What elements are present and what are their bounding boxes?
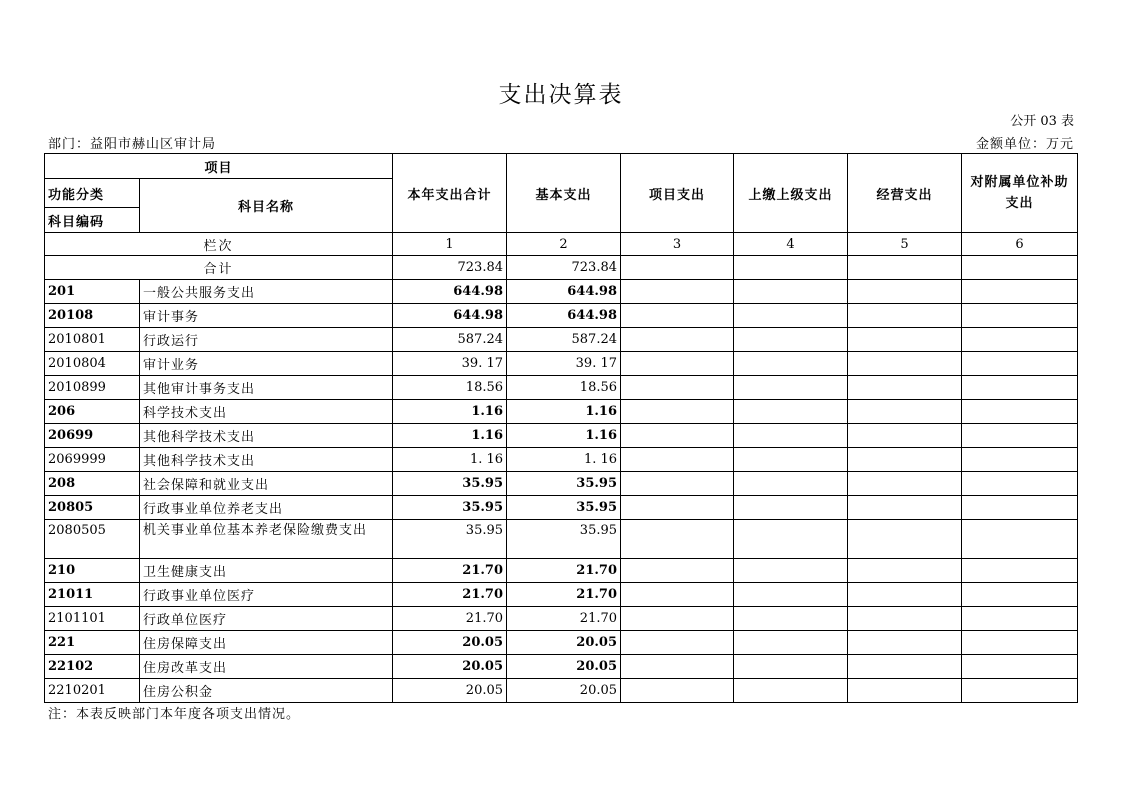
table-row (45, 280, 1078, 304)
amount-basic: 587.24 (507, 328, 621, 352)
empty-cell (734, 304, 848, 328)
amount-total: 644.98 (393, 280, 507, 304)
amount-total: 20.05 (393, 631, 507, 655)
subject-code: 22102 (45, 655, 140, 679)
table-row (45, 472, 1078, 496)
empty-cell (848, 424, 962, 448)
amount-total: 20.05 (393, 655, 507, 679)
amount-basic: 35.95 (507, 472, 621, 496)
amount-basic: 1.16 (507, 400, 621, 424)
empty-cell (848, 631, 962, 655)
empty-cell (962, 496, 1078, 520)
amount-basic: 35.95 (507, 520, 621, 559)
empty-cell (848, 352, 962, 376)
empty-cell (734, 328, 848, 352)
subject-name: 其他科学技术支出 (140, 448, 393, 472)
subject-name: 审计业务 (140, 352, 393, 376)
table-row (45, 520, 1078, 559)
amount-total: 1.16 (393, 424, 507, 448)
empty-cell (734, 448, 848, 472)
total-label: 合计 (45, 256, 393, 280)
empty-cell (734, 631, 848, 655)
empty-cell (734, 376, 848, 400)
empty-cell (962, 328, 1078, 352)
amount-total: 1.16 (393, 400, 507, 424)
empty-cell (848, 280, 962, 304)
header-col-basic: 基本支出 (507, 154, 621, 233)
empty-cell (848, 256, 962, 280)
empty-cell (962, 583, 1078, 607)
empty-cell (734, 679, 848, 703)
empty-cell (848, 376, 962, 400)
amount-total: 20.05 (393, 679, 507, 703)
index-num: 2 (507, 233, 621, 256)
empty-cell (621, 472, 734, 496)
subject-name: 行政事业单位医疗 (140, 583, 393, 607)
empty-cell (621, 583, 734, 607)
empty-cell (848, 448, 962, 472)
empty-cell (848, 607, 962, 631)
empty-cell (848, 583, 962, 607)
subject-name: 住房改革支出 (140, 655, 393, 679)
empty-cell (962, 352, 1078, 376)
amount-total: 1. 16 (393, 448, 507, 472)
amount-basic: 21.70 (507, 607, 621, 631)
empty-cell (734, 400, 848, 424)
amount-basic: 644.98 (507, 304, 621, 328)
subject-name: 一般公共服务支出 (140, 280, 393, 304)
amount-basic: 20.05 (507, 655, 621, 679)
header-code-line1: 功能分类 (45, 179, 140, 208)
amount-basic: 35.95 (507, 496, 621, 520)
index-row (45, 233, 1078, 256)
subject-name: 科学技术支出 (140, 400, 393, 424)
empty-cell (848, 559, 962, 583)
empty-cell (734, 583, 848, 607)
empty-cell (621, 328, 734, 352)
subject-code: 221 (45, 631, 140, 655)
table-row (45, 304, 1078, 328)
subject-name: 机关事业单位基本养老保险缴费支出 (140, 520, 393, 559)
header-code-line2: 科目编码 (45, 208, 140, 233)
empty-cell (621, 304, 734, 328)
empty-cell (962, 448, 1078, 472)
table-row (45, 448, 1078, 472)
index-num: 6 (962, 233, 1078, 256)
empty-cell (962, 520, 1078, 559)
subject-code: 20805 (45, 496, 140, 520)
header-col-subsidiary: 对附属单位补助支出 (962, 154, 1078, 233)
table-row (45, 559, 1078, 583)
empty-cell (962, 280, 1078, 304)
expenditure-table (44, 153, 1078, 703)
empty-cell (621, 559, 734, 583)
empty-cell (962, 424, 1078, 448)
header-row-1 (45, 154, 1078, 179)
empty-cell (621, 448, 734, 472)
empty-cell (621, 496, 734, 520)
department-label: 部门：益阳市赫山区审计局 (48, 137, 217, 152)
empty-cell (848, 304, 962, 328)
amount-basic: 18.56 (507, 376, 621, 400)
subject-code: 20108 (45, 304, 140, 328)
subject-code: 2069999 (45, 448, 140, 472)
index-num: 4 (734, 233, 848, 256)
empty-cell (734, 472, 848, 496)
amount-unit-label: 金额单位：万元 (975, 137, 1074, 152)
empty-cell (734, 655, 848, 679)
empty-cell (734, 496, 848, 520)
empty-cell (621, 679, 734, 703)
amount-total: 39. 17 (393, 352, 507, 376)
header-item: 项目 (45, 154, 393, 179)
amount-basic: 20.05 (507, 631, 621, 655)
empty-cell (621, 631, 734, 655)
table-row (45, 631, 1078, 655)
empty-cell (962, 400, 1078, 424)
subject-code: 2010804 (45, 352, 140, 376)
table-row (45, 328, 1078, 352)
empty-cell (962, 472, 1078, 496)
empty-cell (621, 352, 734, 376)
empty-cell (962, 679, 1078, 703)
footnote: 注：本表反映部门本年度各项支出情况。 (48, 707, 301, 722)
subject-name: 其他审计事务支出 (140, 376, 393, 400)
amount-basic: 21.70 (507, 559, 621, 583)
subject-name: 其他科学技术支出 (140, 424, 393, 448)
table-row (45, 424, 1078, 448)
empty-cell (848, 328, 962, 352)
empty-cell (848, 679, 962, 703)
subject-code: 208 (45, 472, 140, 496)
empty-cell (848, 655, 962, 679)
index-num: 3 (621, 233, 734, 256)
empty-cell (621, 376, 734, 400)
subject-name: 行政单位医疗 (140, 607, 393, 631)
subject-code: 201 (45, 280, 140, 304)
header-col-business: 经营支出 (848, 154, 962, 233)
form-number: 公开 03 表 (1010, 114, 1074, 129)
subject-name: 审计事务 (140, 304, 393, 328)
empty-cell (734, 559, 848, 583)
subject-name: 行政事业单位养老支出 (140, 496, 393, 520)
amount-total: 21.70 (393, 607, 507, 631)
empty-cell (621, 520, 734, 559)
subject-code: 21011 (45, 583, 140, 607)
amount-basic: 644.98 (507, 280, 621, 304)
empty-cell (848, 400, 962, 424)
index-label: 栏次 (45, 233, 393, 256)
empty-cell (962, 304, 1078, 328)
amount-total: 35.95 (393, 496, 507, 520)
index-num: 5 (848, 233, 962, 256)
empty-cell (848, 496, 962, 520)
empty-cell (734, 520, 848, 559)
empty-cell (734, 607, 848, 631)
table-row (45, 352, 1078, 376)
empty-cell (621, 400, 734, 424)
total-row (45, 256, 1078, 280)
header-col-project: 项目支出 (621, 154, 734, 233)
page-title: 支出决算表 (498, 82, 624, 108)
subject-name: 住房公积金 (140, 679, 393, 703)
amount-total: 644.98 (393, 304, 507, 328)
empty-cell (621, 424, 734, 448)
table-row (45, 679, 1078, 703)
empty-cell (734, 280, 848, 304)
subject-code: 2210201 (45, 679, 140, 703)
empty-cell (848, 472, 962, 496)
amount-basic: 20.05 (507, 679, 621, 703)
index-num: 1 (393, 233, 507, 256)
total-basic: 723.84 (507, 256, 621, 280)
empty-cell (962, 655, 1078, 679)
subject-name: 行政运行 (140, 328, 393, 352)
empty-cell (621, 256, 734, 280)
total-amount: 723.84 (393, 256, 507, 280)
subject-code: 2010899 (45, 376, 140, 400)
amount-basic: 1. 16 (507, 448, 621, 472)
header-name: 科目名称 (140, 179, 393, 233)
amount-total: 35.95 (393, 472, 507, 496)
empty-cell (848, 520, 962, 559)
amount-total: 35.95 (393, 520, 507, 559)
amount-total: 587.24 (393, 328, 507, 352)
amount-total: 21.70 (393, 583, 507, 607)
empty-cell (621, 607, 734, 631)
amount-basic: 21.70 (507, 583, 621, 607)
empty-cell (962, 376, 1078, 400)
subject-code: 2101101 (45, 607, 140, 631)
table-row (45, 400, 1078, 424)
empty-cell (621, 280, 734, 304)
subject-name: 社会保障和就业支出 (140, 472, 393, 496)
header-col-total: 本年支出合计 (393, 154, 507, 233)
amount-basic: 39. 17 (507, 352, 621, 376)
empty-cell (962, 256, 1078, 280)
subject-code: 20699 (45, 424, 140, 448)
empty-cell (962, 559, 1078, 583)
amount-basic: 1.16 (507, 424, 621, 448)
empty-cell (962, 607, 1078, 631)
table-row (45, 496, 1078, 520)
amount-total: 21.70 (393, 559, 507, 583)
subject-name: 住房保障支出 (140, 631, 393, 655)
subject-code: 206 (45, 400, 140, 424)
subject-code: 2010801 (45, 328, 140, 352)
header-col-upper: 上缴上级支出 (734, 154, 848, 233)
empty-cell (734, 256, 848, 280)
empty-cell (734, 352, 848, 376)
subject-code: 210 (45, 559, 140, 583)
table-row (45, 376, 1078, 400)
empty-cell (621, 655, 734, 679)
subject-name: 卫生健康支出 (140, 559, 393, 583)
amount-total: 18.56 (393, 376, 507, 400)
table-row (45, 607, 1078, 631)
subject-code: 2080505 (45, 520, 140, 559)
table-row (45, 655, 1078, 679)
table-row (45, 583, 1078, 607)
empty-cell (962, 631, 1078, 655)
empty-cell (734, 424, 848, 448)
